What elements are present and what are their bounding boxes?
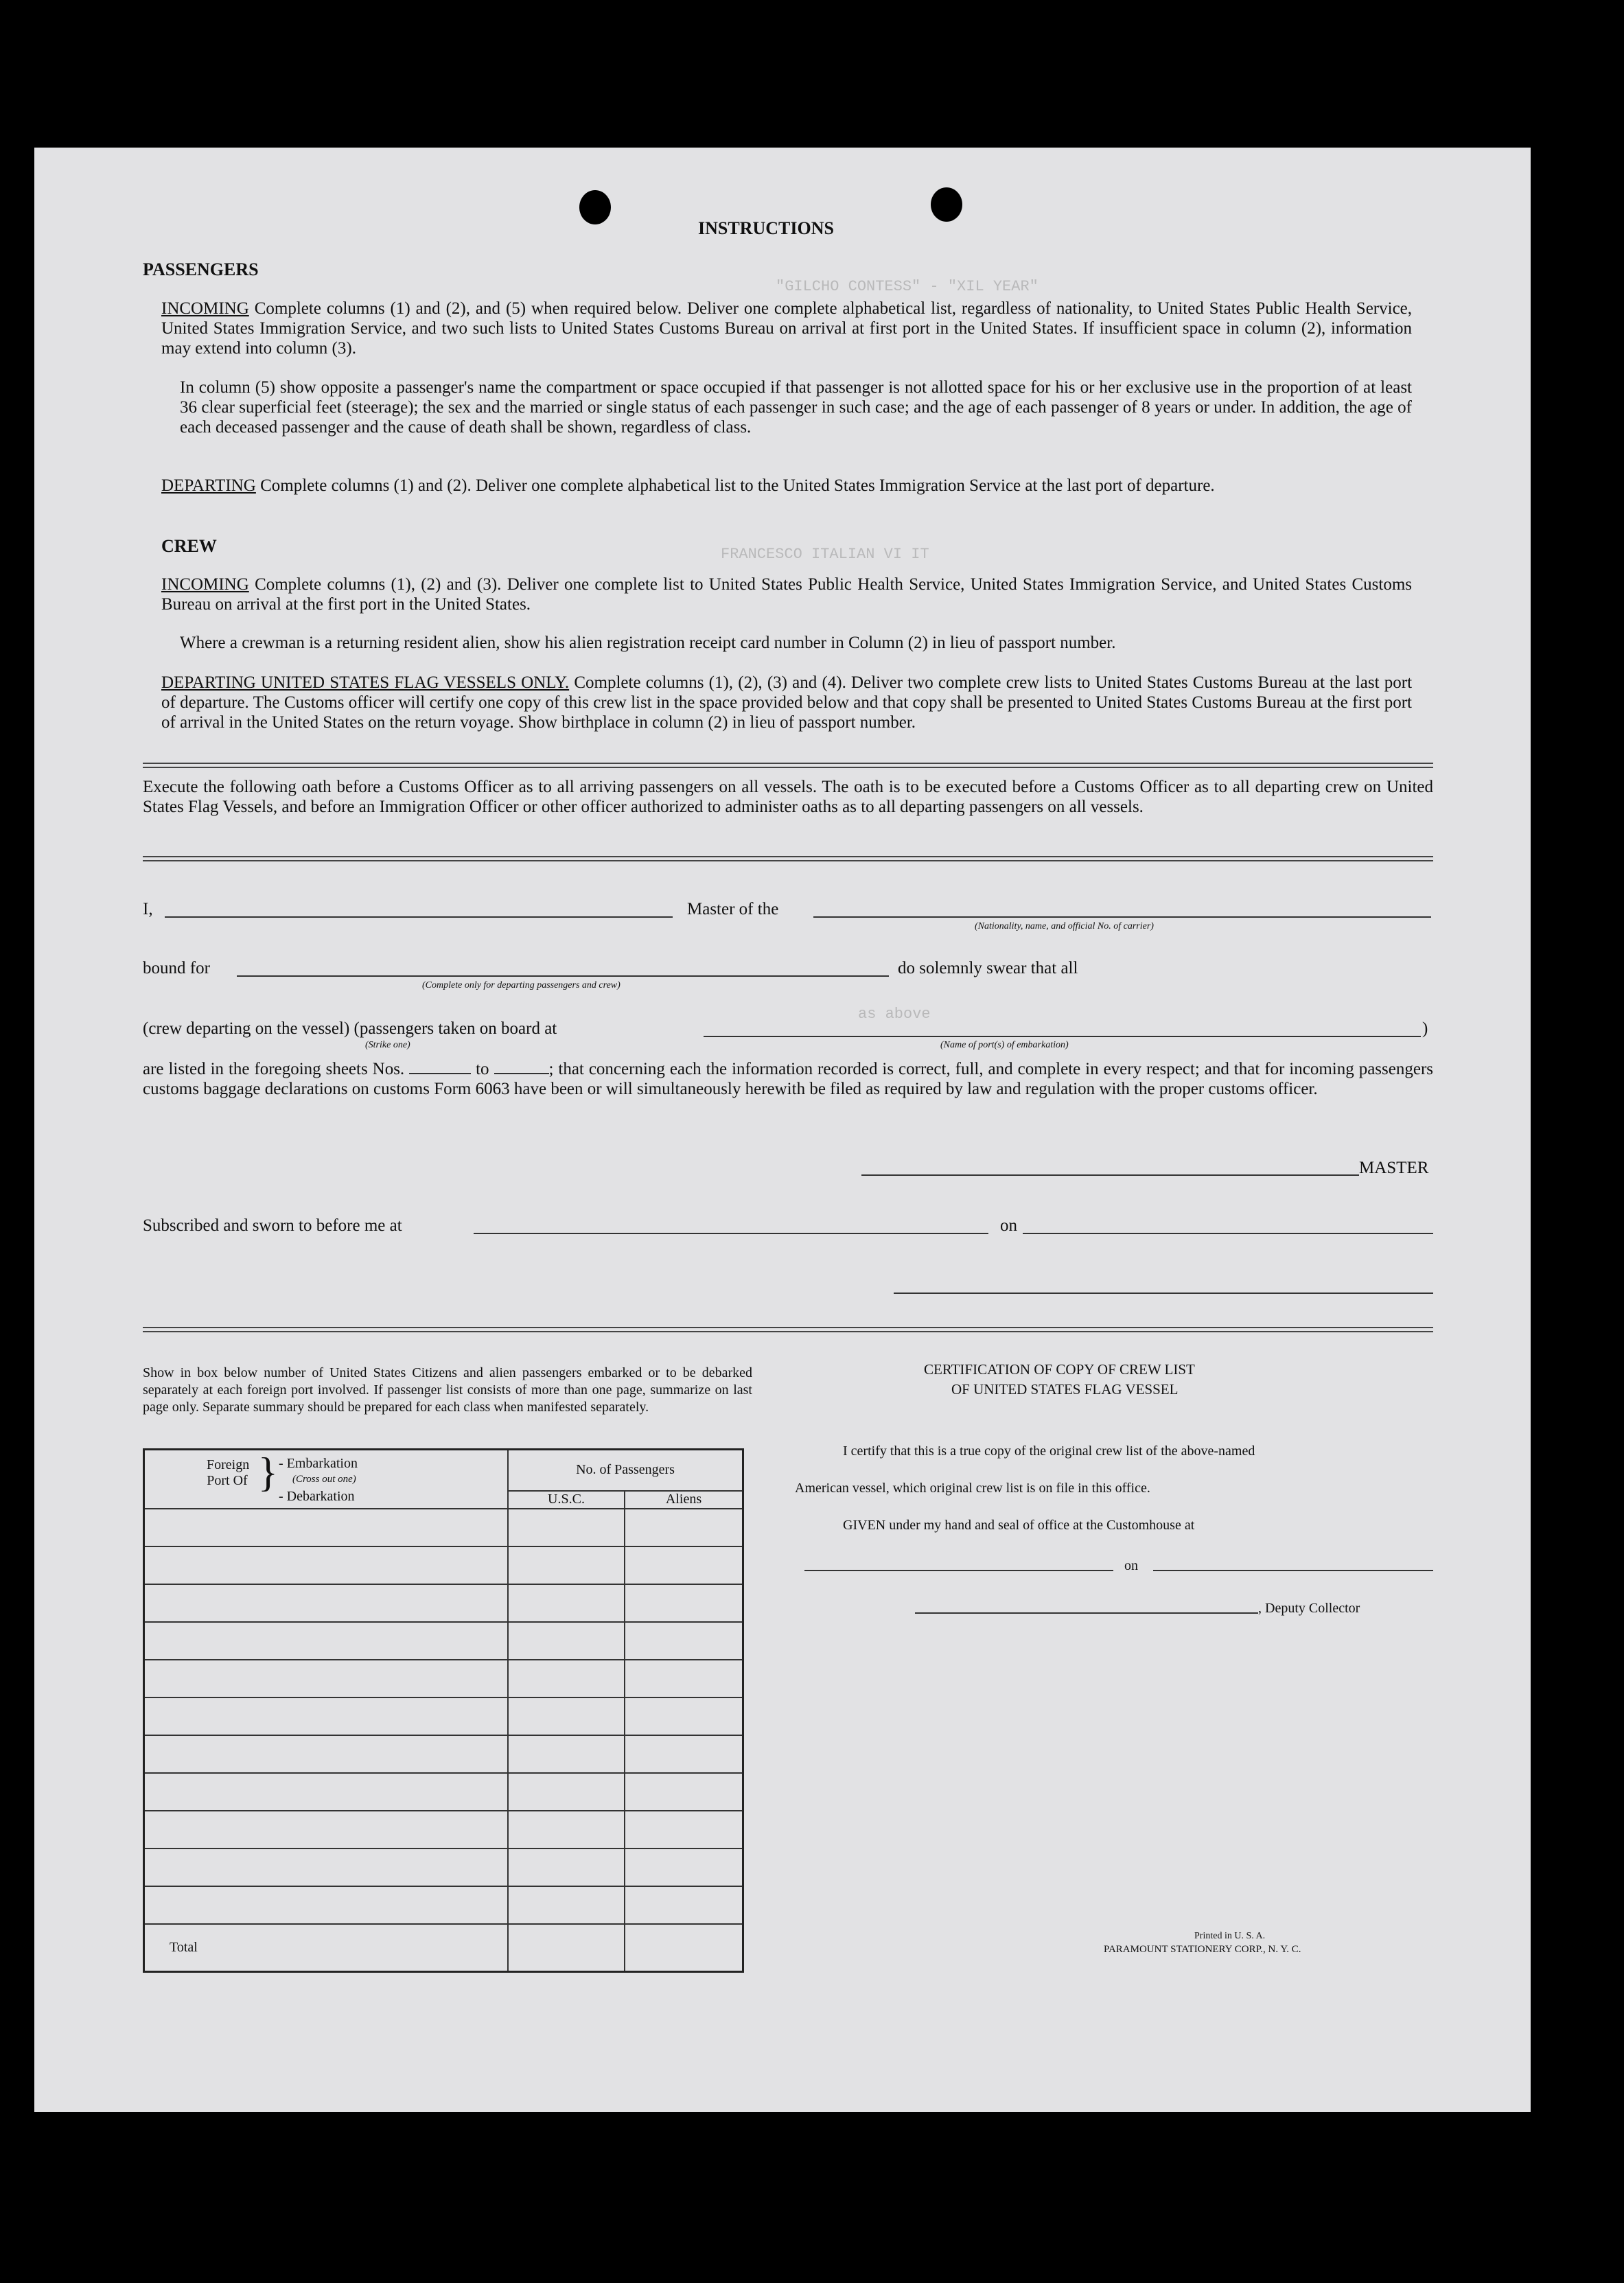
certify-text: I certify that this is a true copy of the original crew list of the above-named <box>843 1444 1255 1459</box>
crew-incoming-paragraph <box>161 575 1412 614</box>
cross-out-label: (Cross out one) <box>292 1474 356 1485</box>
aliens-cell[interactable] <box>625 1660 743 1697</box>
divider <box>143 856 1433 857</box>
port-cell[interactable] <box>144 1584 509 1622</box>
incoming-text: Complete columns (1) and (2), and (5) when required below. Deliver one complete alphabetical list, regardless of nationality, to United States Public Health Service, United States Immigration Service, and two such lists to United States Customs Bureau on arrival at first port in the United States. If insufficient space in column (2), information may extend into column (3). <box>161 299 1413 358</box>
cert-date-field[interactable] <box>1153 1570 1433 1571</box>
aliens-cell[interactable] <box>625 1584 743 1622</box>
usc-cell[interactable] <box>508 1849 625 1886</box>
aliens-cell[interactable] <box>625 1735 743 1773</box>
cert-on-label: on <box>1124 1558 1138 1573</box>
listed-paragraph <box>143 1059 1433 1099</box>
master-signature-field[interactable] <box>861 1174 1359 1176</box>
embarkation-label: - Embarkation <box>279 1456 358 1471</box>
departing-label: DEPARTING <box>161 476 256 495</box>
aliens-cell[interactable] <box>625 1886 743 1924</box>
usc-cell[interactable] <box>508 1735 625 1773</box>
table-row <box>144 1849 743 1886</box>
subscribed-label: Subscribed and sworn to before me at <box>143 1216 402 1235</box>
brace: } <box>258 1450 278 1495</box>
debarkation-label: - Debarkation <box>279 1489 355 1504</box>
oath-i-label: I, <box>143 900 153 918</box>
usc-cell[interactable] <box>508 1622 625 1660</box>
summary-note: Show in box below number of United States Citizens and alien passengers embarked or to be debarked separately at each foreign port involved. If passenger list consists of more than one page, summarize on last page only. Separate summary should be prepared for each class when manifested separately. <box>143 1365 752 1415</box>
customhouse-field[interactable] <box>804 1570 1113 1571</box>
divider <box>143 763 1433 764</box>
sheet-from-field[interactable] <box>409 1073 471 1074</box>
bound-for-label: bound for <box>143 959 210 977</box>
port-cell[interactable] <box>144 1509 509 1546</box>
foreign-port-label: Foreign Port Of <box>207 1457 250 1488</box>
usc-cell[interactable] <box>508 1660 625 1697</box>
crew-departing-label: DEPARTING UNITED STATES FLAG VESSELS ONLY. <box>161 673 570 692</box>
divider <box>143 860 1433 861</box>
passengers-heading: PASSENGERS <box>143 259 259 279</box>
certification-title-2: OF UNITED STATES FLAG VESSEL <box>951 1381 1179 1398</box>
listed-text-b: ; that concerning each the information recorded is correct, full, and complete in every respect; and that for incoming passengers customs baggage declarations on customs Form 6063 have been or will simultaneously herewith be filed as required by law and regulation with the proper customs officer. <box>143 1060 1433 1098</box>
port-cell[interactable] <box>144 1811 509 1849</box>
crew-departing-text: Complete columns (1), (2), (3) and (4). Deliver two complete crew lists to United States Customs Bureau at the last port of departure. The Customs officer will certify one copy of this crew list in the space provided below and that copy shall be presented to United States Customs Bureau at the first port of arrival in the United States on the return voyage. Show birthplace in column (2) in lieu of passport number. <box>161 673 1413 732</box>
aliens-cell[interactable] <box>625 1546 743 1584</box>
no-passengers-header: No. of Passengers <box>508 1450 743 1491</box>
table-row <box>144 1811 743 1849</box>
aliens-cell[interactable] <box>625 1509 743 1546</box>
divider <box>143 1327 1433 1328</box>
total-label: Total <box>144 1924 509 1972</box>
swear-label: do solemnly swear that all <box>898 959 1078 977</box>
usc-cell[interactable] <box>508 1811 625 1849</box>
port-cell[interactable] <box>144 1886 509 1924</box>
certification-title-1: CERTIFICATION OF COPY OF CREW LIST <box>924 1361 1195 1378</box>
table-row <box>144 1773 743 1811</box>
usc-header: U.S.C. <box>508 1491 625 1509</box>
punch-hole-left <box>579 190 611 224</box>
master-name-field[interactable] <box>165 916 673 918</box>
embarkation-field[interactable] <box>704 1036 1421 1037</box>
carrier-caption: (Nationality, name, and official No. of carrier) <box>975 921 1154 931</box>
close-paren: ) <box>1422 1019 1428 1038</box>
table-row <box>144 1735 743 1773</box>
aliens-header: Aliens <box>625 1491 743 1509</box>
master-of-label: Master of the <box>687 900 779 918</box>
page-title: INSTRUCTIONS <box>698 218 834 238</box>
bleed-through-text: "GILCHO CONTESS" - "XIL YEAR" <box>776 278 1039 295</box>
crew-departing-label: (crew departing on the vessel) (passengers taken on board at <box>143 1019 557 1038</box>
passenger-summary-table <box>143 1448 744 1973</box>
port-cell[interactable] <box>144 1697 509 1735</box>
usc-cell[interactable] <box>508 1886 625 1924</box>
bleed-through-text: as above <box>858 1006 931 1023</box>
usc-cell[interactable] <box>508 1509 625 1546</box>
port-cell[interactable] <box>144 1622 509 1660</box>
bound-caption: (Complete only for departing passengers and crew) <box>422 980 620 990</box>
port-cell[interactable] <box>144 1849 509 1886</box>
strike-caption: (Strike one) <box>365 1040 410 1050</box>
sheet-to-field[interactable] <box>494 1073 549 1074</box>
master-label: MASTER <box>1359 1159 1429 1177</box>
passengers-departing-paragraph <box>161 476 1412 496</box>
crew-incoming-label: INCOMING <box>161 575 249 594</box>
usc-cell[interactable] <box>508 1697 625 1735</box>
port-cell[interactable] <box>144 1660 509 1697</box>
crew-incoming-text: Complete columns (1), (2) and (3). Deliver one complete list to United States Public Health Service, United States Immigration Service, and United States Customs Bureau on arrival at the first port in the United States. <box>161 575 1412 614</box>
aliens-cell[interactable] <box>625 1811 743 1849</box>
incoming-label: INCOMING <box>161 299 249 318</box>
usc-cell[interactable] <box>508 1584 625 1622</box>
table-row <box>144 1584 743 1622</box>
total-aliens-cell[interactable] <box>625 1924 743 1972</box>
printer-name: PARAMOUNT STATIONERY CORP., N. Y. C. <box>1104 1944 1301 1955</box>
usc-cell[interactable] <box>508 1773 625 1811</box>
sworn-on-label: on <box>1000 1216 1017 1235</box>
table-row <box>144 1546 743 1584</box>
divider <box>143 1331 1433 1332</box>
port-cell[interactable] <box>144 1735 509 1773</box>
listed-to: to <box>476 1060 489 1078</box>
bound-for-field[interactable] <box>237 975 889 977</box>
usc-cell[interactable] <box>508 1546 625 1584</box>
crew-heading: CREW <box>161 536 217 556</box>
aliens-cell[interactable] <box>625 1622 743 1660</box>
carrier-field[interactable] <box>813 916 1431 918</box>
officer-signature-field[interactable] <box>894 1293 1433 1294</box>
column5-paragraph: In column (5) show opposite a passenger's name the compartment or space occupied if that passenger is not allotted space for his or her exclusive use in the proportion of at least 36 clear superficial feet (steerage); the sex and the married or single status of each passenger in such case; and the age of each passenger of 8 years or under. In addition, the age of each deceased passenger and the cause of death shall be shown, regardless of class. <box>180 378 1412 437</box>
deputy-collector-label: , Deputy Collector <box>1258 1601 1360 1616</box>
table-row <box>144 1622 743 1660</box>
table-row <box>144 1509 743 1546</box>
oath-intro-paragraph: Execute the following oath before a Customs Officer as to all arriving passengers on all vessels. The oath is to be executed before a Customs Officer as to all departing crew on United States Flag Vessels, and before an Immigration Officer or other officer authorized to administer oaths as to all departing passengers on all vessels. <box>143 778 1433 816</box>
port-cell[interactable] <box>144 1546 509 1584</box>
aliens-cell[interactable] <box>625 1849 743 1886</box>
crew-departing-paragraph <box>161 673 1412 732</box>
certify-text-2: American vessel, which original crew list is on file in this office. <box>795 1481 1150 1496</box>
foreign-port-header <box>144 1450 509 1509</box>
table-row <box>144 1697 743 1735</box>
total-usc-cell[interactable] <box>508 1924 625 1972</box>
divider <box>143 767 1433 768</box>
table-row <box>144 1886 743 1924</box>
embark-caption: (Name of port(s) of embarkation) <box>940 1040 1069 1050</box>
passengers-incoming-paragraph <box>161 299 1412 358</box>
port-cell[interactable] <box>144 1773 509 1811</box>
table-row <box>144 1660 743 1697</box>
aliens-cell[interactable] <box>625 1697 743 1735</box>
bleed-through-text: FRANCESCO ITALIAN VI IT <box>721 546 929 563</box>
deputy-signature-field[interactable] <box>915 1612 1258 1614</box>
printed-in: Printed in U. S. A. <box>1194 1931 1266 1941</box>
listed-text-a: are listed in the foregoing sheets Nos. <box>143 1060 405 1078</box>
aliens-cell[interactable] <box>625 1773 743 1811</box>
sworn-place-field[interactable] <box>474 1233 988 1234</box>
sworn-date-field[interactable] <box>1023 1233 1433 1234</box>
given-text: GIVEN under my hand and seal of office at the Customhouse at <box>843 1518 1195 1533</box>
punch-hole-right <box>931 187 962 222</box>
resident-alien-paragraph: Where a crewman is a returning resident alien, show his alien registration receipt card number in Column (2) in lieu of passport number. <box>180 634 1116 652</box>
departing-text: Complete columns (1) and (2). Deliver one complete alphabetical list to the United States Immigration Service at the last port of departure. <box>260 476 1215 495</box>
